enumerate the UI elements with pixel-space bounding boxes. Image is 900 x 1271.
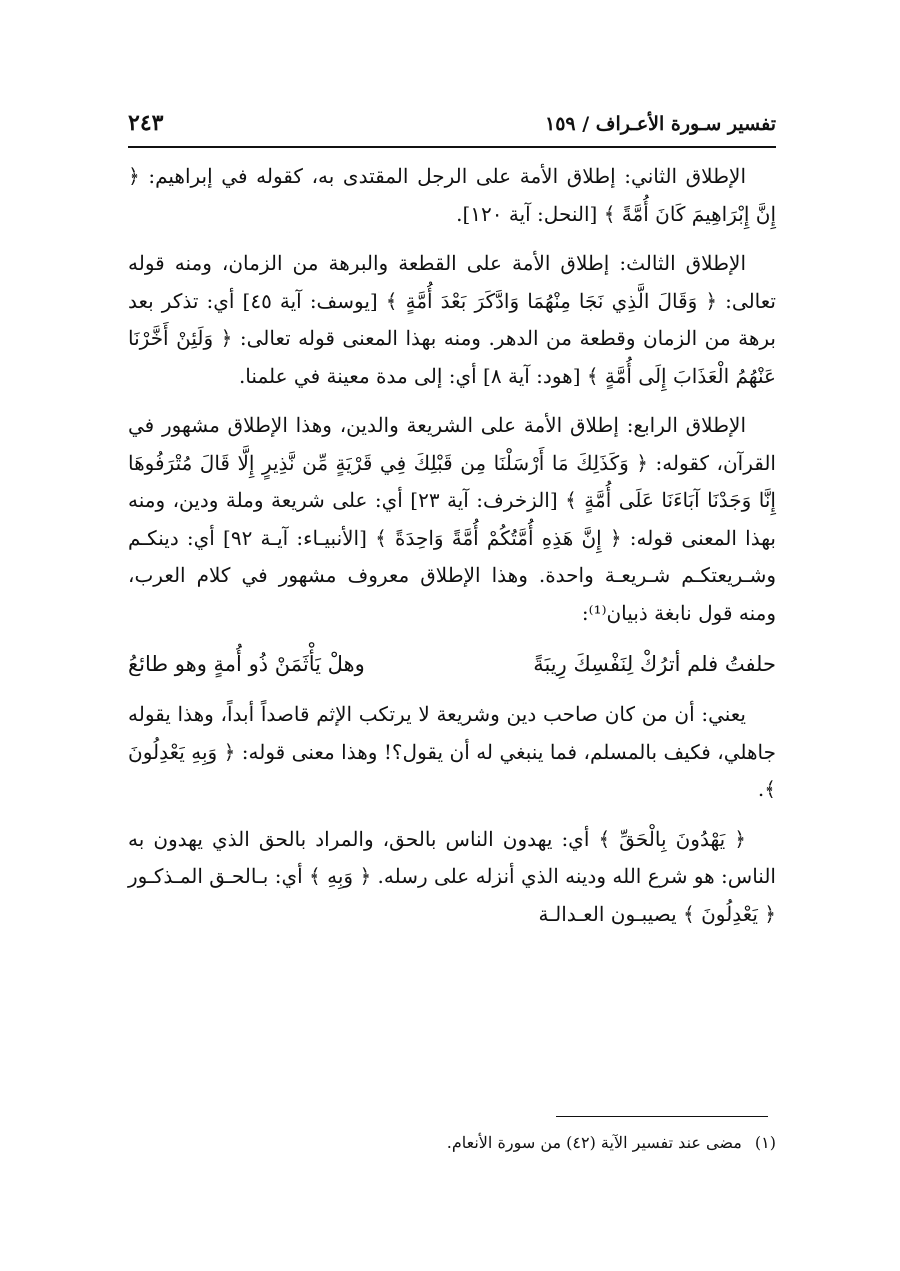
running-header [128,110,776,148]
footnote-text: مضى عند تفسير الآية (٤٢) من سورة الأنعام. [446,1133,742,1152]
footnote-rule [556,1116,768,1117]
paragraph-guiding-truth: ﴿ يَهْدُونَ بِالْحَقِّ ﴾ أي: يهدون الناس بالحق، والمراد بالحق الذي يهدون به الناس: هو شرع الله ودينه الذي أنزله على رسله. ﴿ وَبِهِ ﴾ أي: بـالحـق المـذكـور ﴿ يَعْدِلُونَ ﴾ يصيبـون العـدالـة [128,826,776,926]
paragraph-third-usage: الإطلاق الثالث: إطلاق الأمة على القطعة والبرهة من الزمان، ومنه قوله تعالى: ﴿ وَقَالَ الَّذِي نَجَا مِنْهُمَا وَادَّكَرَ بَعْدَ أُمَّةٍ ﴾ [يوسف: آية ٤٥] أي: تذكر بعد برهة من الزمان وقطعة من الدهر. ومنه بهذا المعنى قوله تعالى: ﴿ وَلَئِنْ أَخَّرْنَا عَنْهُمُ الْعَذَابَ إِلَى أُمَّةٍ ﴾ [هود: آية ٨] أي: إلى مدة معينة في علمنا. [128,251,776,388]
footnote [128,1128,776,1158]
paragraph-fourth-usage: الإطلاق الرابع: إطلاق الأمة على الشريعة والدين، وهذا الإطلاق مشهور في القرآن، كقوله: ﴿ وَكَذَلِكَ مَا أَرْسَلْنَا مِن قَبْلِكَ فِي قَرْيَةٍ مِّن نَّذِيرٍ إِلَّا قَالَ مُتْرَفُوهَا إِنَّا وَجَدْنَا آبَاءَنَا عَلَى أُمَّةٍ ﴾ [الزخرف: آية ٢٣] أي: على شريعة وملة ودين، ومنه بهذا المعنى قوله: ﴿ إِنَّ هَذِهِ أُمَّتُكُمْ أُمَّةً وَاحِدَةً ﴾ [الأنبيـاء: آيـة ٩٢] أي: دينكـم وشـريعتكـم شـريعـة واحدة. وهذا الإطلاق معروف مشهور في كلام العرب، ومنه قول نابغة ذبيان⁽¹⁾: [128,413,776,625]
book-page [128,110,776,945]
verse-first-hemistich: حلفتُ فلم أترُكْ لِنَفْسِكَ رِيبَةً [533,652,776,676]
paragraph-second-usage: الإطلاق الثاني: إطلاق الأمة على الرجل المقتدى به، كقوله في إبراهيم: ﴿ إِنَّ إِبْرَاهِيمَ كَانَ أُمَّةً ﴾ [النحل: آية ١٢٠]. [128,164,776,226]
verse-second-hemistich: وهلْ يَأْثَمَنْ ذُو أُمةٍ وهو طائعُ [128,652,365,676]
poetry-verse [128,644,776,684]
main-text [128,158,776,933]
paragraph-explanation: يعني: أن من كان صاحب دين وشريعة لا يرتكب الإثم قاصداً أبداً، وهذا يقوله جاهلي، فكيف بالمسلم، فما ينبغي له أن يقول؟! وهذا معنى قوله: ﴿ وَبِهِ يَعْدِلُونَ ﴾. [128,702,776,801]
footnote-marker: (١) [754,1133,776,1152]
header-title: تفسير سـورة الأعـراف / ١٥٩ [545,113,776,135]
page-number: ٢٤٣ [128,110,164,136]
